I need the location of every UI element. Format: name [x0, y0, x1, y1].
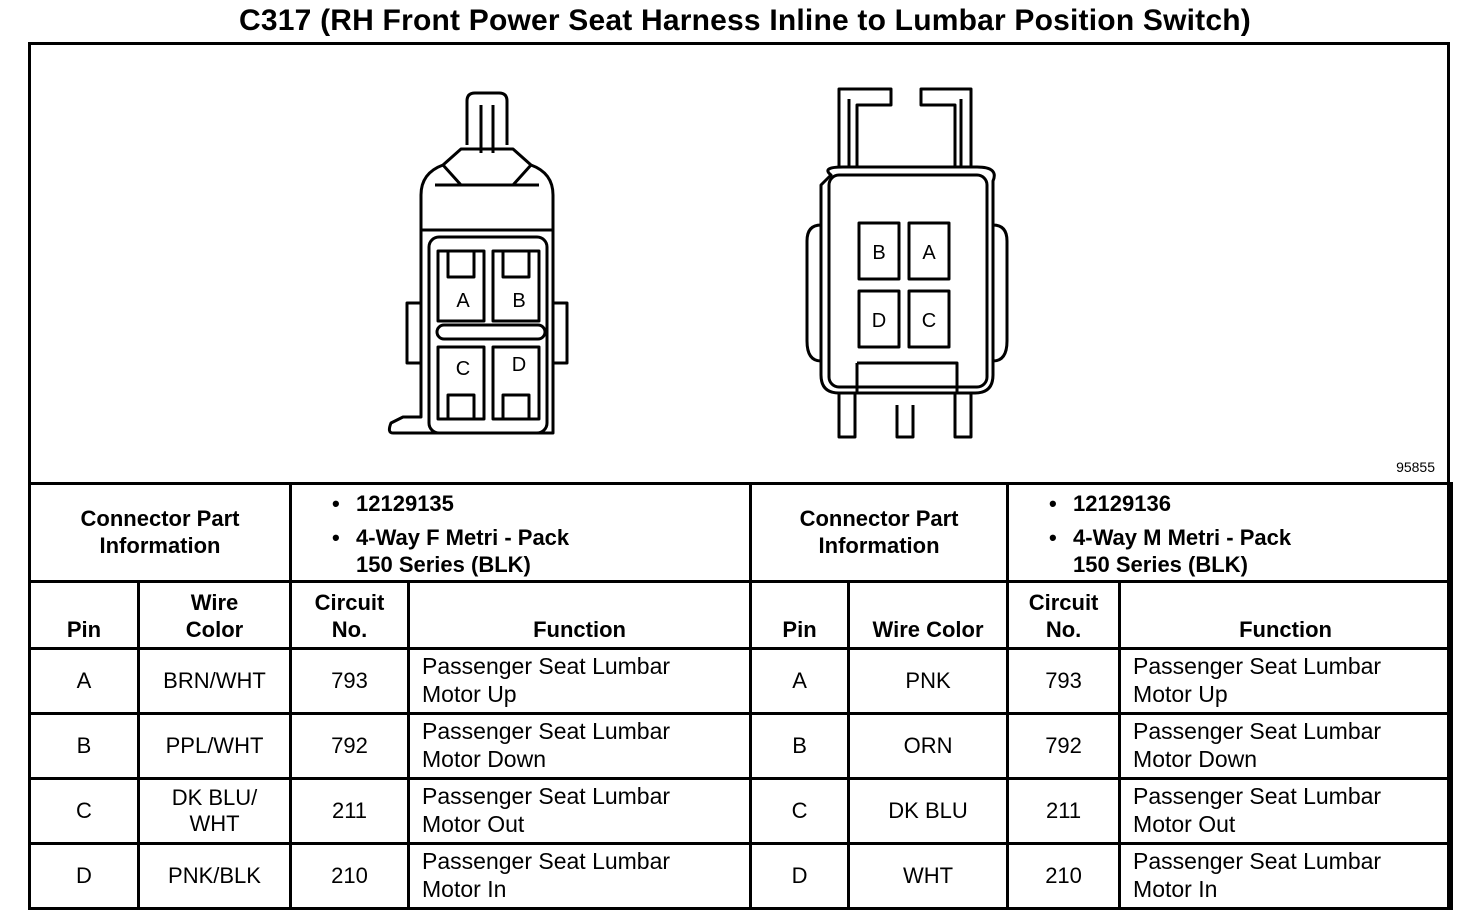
- table-row: [30, 844, 1452, 909]
- left-part-info: • 12129135 • 4-Way F Metri - Pack 150 Series (BLK): [291, 484, 751, 582]
- function-header: Function: [1120, 582, 1452, 649]
- wire-color-cell: PNK/BLK: [139, 844, 291, 909]
- wire-color-cell: DK BLU: [849, 779, 1008, 844]
- wire-color-header: Wire Color: [139, 582, 291, 649]
- function-cell: Passenger Seat Lumbar Motor Up: [409, 649, 751, 714]
- diagram-frame: [28, 42, 1450, 910]
- function-cell: Passenger Seat Lumbar Motor In: [409, 844, 751, 909]
- wire-color-cell: ORN: [849, 714, 1008, 779]
- female-pin-label: B: [512, 290, 526, 312]
- wire-color-cell: PNK: [849, 649, 1008, 714]
- circuit-cell: 792: [1008, 714, 1120, 779]
- function-cell: Passenger Seat Lumbar Motor Up: [1120, 649, 1452, 714]
- table-row: [30, 779, 1452, 844]
- pin-cell: B: [30, 714, 139, 779]
- circuit-header: Circuit No.: [1008, 582, 1120, 649]
- function-cell: Passenger Seat Lumbar Motor Out: [409, 779, 751, 844]
- circuit-cell: 792: [291, 714, 409, 779]
- female-pin-label: C: [455, 358, 471, 380]
- pin-cell: A: [30, 649, 139, 714]
- male-pin-label: D: [871, 310, 887, 332]
- connector-drawings: [31, 45, 1447, 481]
- function-cell: Passenger Seat Lumbar Motor In: [1120, 844, 1452, 909]
- function-cell: Passenger Seat Lumbar Motor Down: [1120, 714, 1452, 779]
- wire-color-cell: WHT: [849, 844, 1008, 909]
- circuit-cell: 793: [1008, 649, 1120, 714]
- circuit-cell: 793: [291, 649, 409, 714]
- part-info-row: [30, 484, 1452, 582]
- left-part-number: 12129135: [356, 491, 454, 516]
- function-cell: Passenger Seat Lumbar Motor Out: [1120, 779, 1452, 844]
- pinout-table: [28, 482, 1453, 910]
- male-pin-label: C: [921, 310, 937, 332]
- pin-cell: C: [751, 779, 849, 844]
- wire-color-header: Wire Color: [849, 582, 1008, 649]
- wire-color-cell: DK BLU/ WHT: [139, 779, 291, 844]
- male-connector-drawing: [807, 89, 1007, 437]
- female-pin-label: A: [456, 290, 470, 312]
- circuit-header: Circuit No.: [291, 582, 409, 649]
- page-title: C317 (RH Front Power Seat Harness Inline to Lumbar Position Switch): [239, 4, 1251, 37]
- table-row: [30, 714, 1452, 779]
- pin-cell: C: [30, 779, 139, 844]
- female-connector-drawing: [389, 93, 567, 433]
- male-pin-label: B: [872, 242, 886, 264]
- right-part-info: • 12129136 • 4-Way M Metri - Pack 150 Series (BLK): [1008, 484, 1452, 582]
- pin-cell: A: [751, 649, 849, 714]
- pin-cell: B: [751, 714, 849, 779]
- male-pin-label: A: [922, 242, 936, 264]
- right-part-number: 12129136: [1073, 491, 1171, 516]
- female-pin-label: D: [511, 354, 527, 376]
- pin-cell: D: [751, 844, 849, 909]
- pin-header: Pin: [30, 582, 139, 649]
- pin-cell: D: [30, 844, 139, 909]
- left-part-info-label: Connector Part Information: [30, 484, 291, 582]
- right-description: 4-Way M Metri - Pack: [1073, 525, 1292, 551]
- circuit-cell: 211: [1008, 779, 1120, 844]
- wire-color-cell: PPL/WHT: [139, 714, 291, 779]
- wire-color-cell: BRN/WHT: [139, 649, 291, 714]
- table-row: [30, 649, 1452, 714]
- circuit-cell: 210: [291, 844, 409, 909]
- figure-number: 95855: [1396, 459, 1435, 475]
- circuit-cell: 211: [291, 779, 409, 844]
- circuit-cell: 210: [1008, 844, 1120, 909]
- right-part-info-label: Connector Part Information: [751, 484, 1008, 582]
- pin-header: Pin: [751, 582, 849, 649]
- function-cell: Passenger Seat Lumbar Motor Down: [409, 714, 751, 779]
- left-description: 4-Way F Metri - Pack: [356, 525, 570, 551]
- function-header: Function: [409, 582, 751, 649]
- column-header-row: [30, 582, 1452, 649]
